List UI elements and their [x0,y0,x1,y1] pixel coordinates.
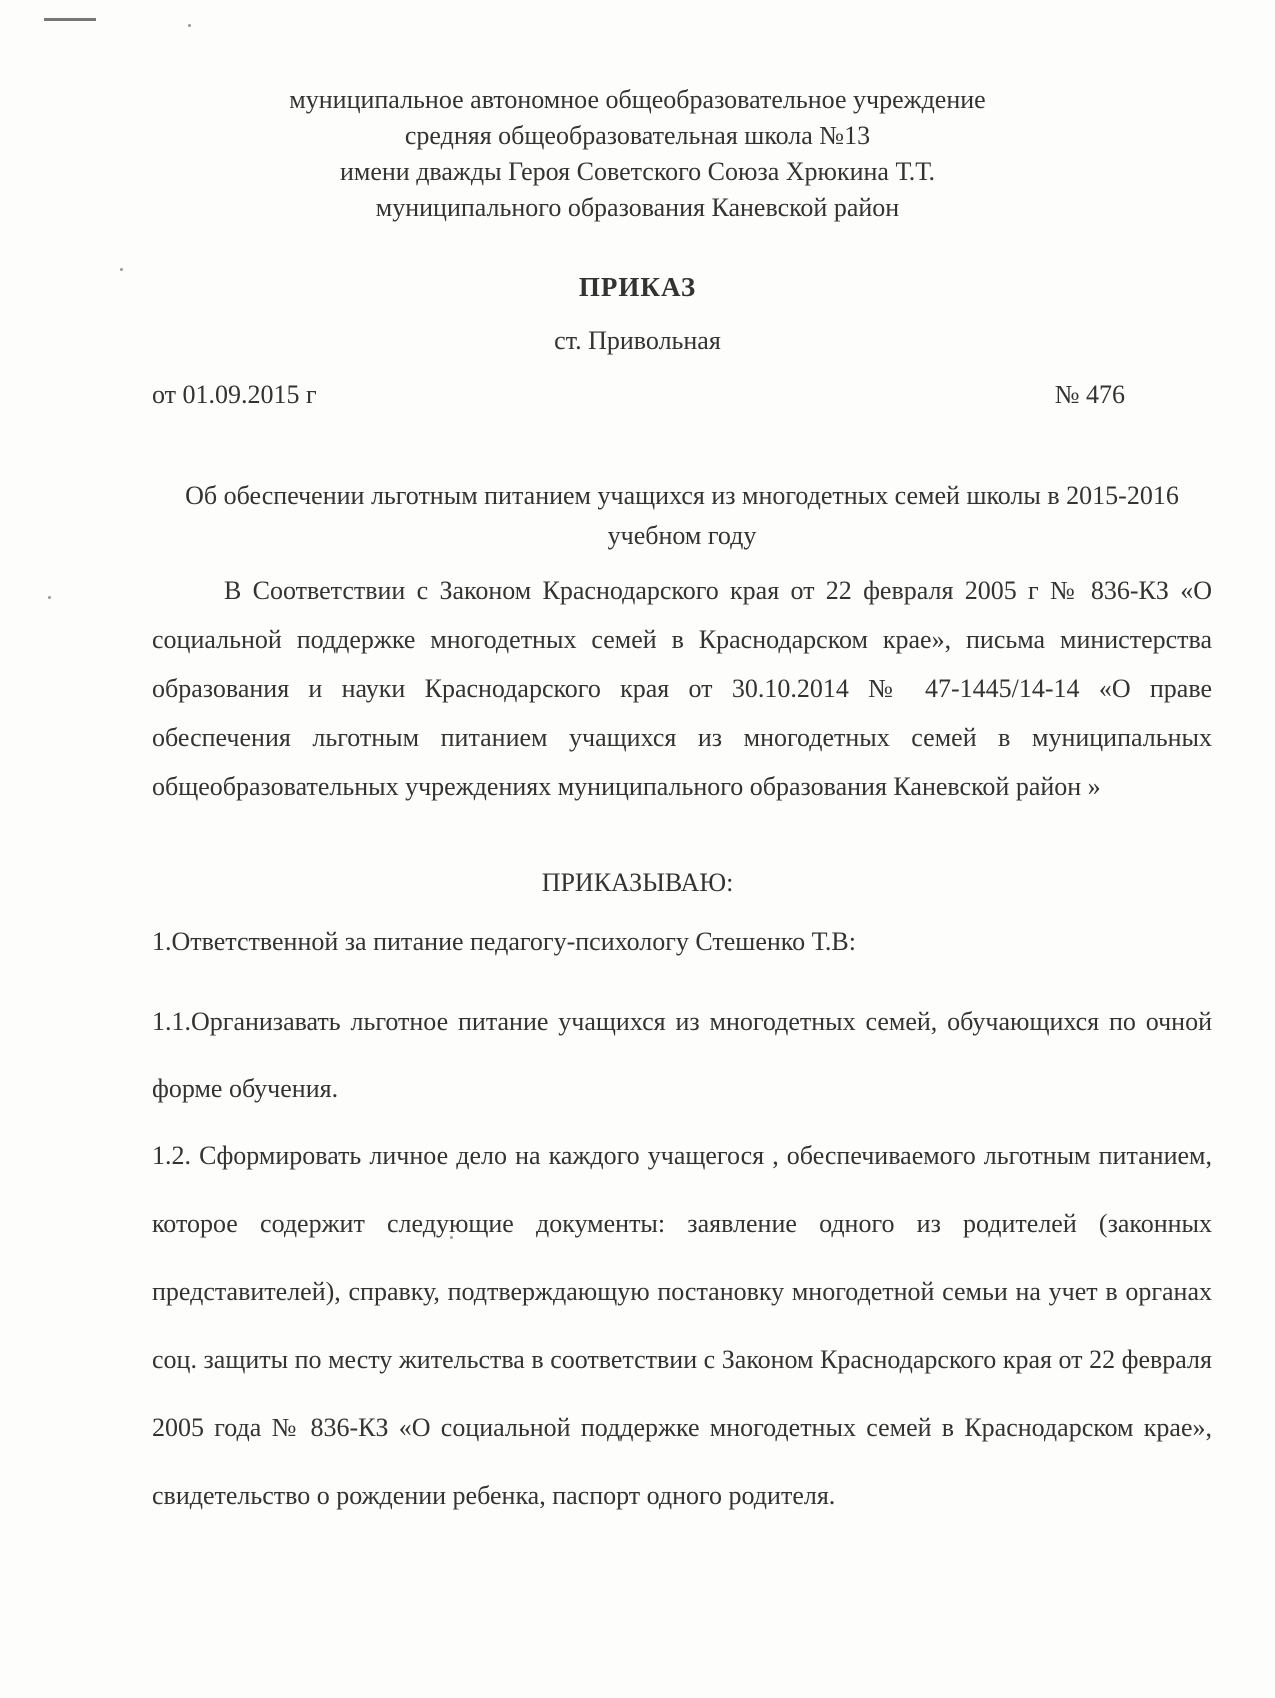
institution-header [0,82,1275,226]
document-subject: Об обеспечении льготным питанием учащихся из многодетных семей школы в 2015-2016 учебном году [185,481,1179,550]
document-preamble: В Соответствии с Законом Краснодарского края от 22 февраля 2005 г № 836-КЗ «О социальной поддержке многодетных семей в Краснодарском крае», письма министерства образования и науки Краснодарского края от 30.10.2014 № 47-1445/14-14 «О праве обеспечения льготным питанием учащихся из многодетных семей в муниципальных общеобразовательных учреждениях муниципального образования Каневской район » [152,576,1212,801]
order-item: 1.1.Организавать льготное питание учащихся из многодетных семей, обучающихся по очной форме обучения. [152,1007,1212,1103]
scan-speck [48,596,51,599]
order-item: 1.Ответственной за питание педагогу-психологу Стешенко Т.В: [152,927,856,956]
scan-speck [188,24,191,27]
document-place: ст. Привольная [554,326,721,355]
order-heading: ПРИКАЗЫВАЮ: [541,868,734,897]
order-item: 1.2. Сформировать личное дело на каждого учащегося , обеспечиваемого льготным питанием, которое содержит следующие документы: заявление одного из родителей (законных представителей), справку, подтверждающую постановку многодетной семьи на учет в органах соц. защиты по месту жительства в соответствии с Законом Краснодарского края от 22 февраля 2005 года № 836-КЗ «О социальной поддержке многодетных семей в Краснодарском крае», свидетельство о рождении ребенка, паспорт одного родителя. [152,1141,1212,1510]
header-line: имени дважды Героя Советского Союза Хрюкина Т.Т. [339,157,936,186]
scan-speck [120,268,123,271]
scan-artifact-mark [44,18,96,21]
document-title: ПРИКАЗ [578,272,697,302]
header-line: средняя общеобразовательная школа №13 [404,121,871,150]
document-number: № 476 [1054,380,1125,409]
header-line: муниципального образования Каневской район [375,193,900,222]
header-line: муниципальное автономное общеобразовательное учреждение [289,85,986,114]
document-date: от 01.09.2015 г [152,380,317,409]
